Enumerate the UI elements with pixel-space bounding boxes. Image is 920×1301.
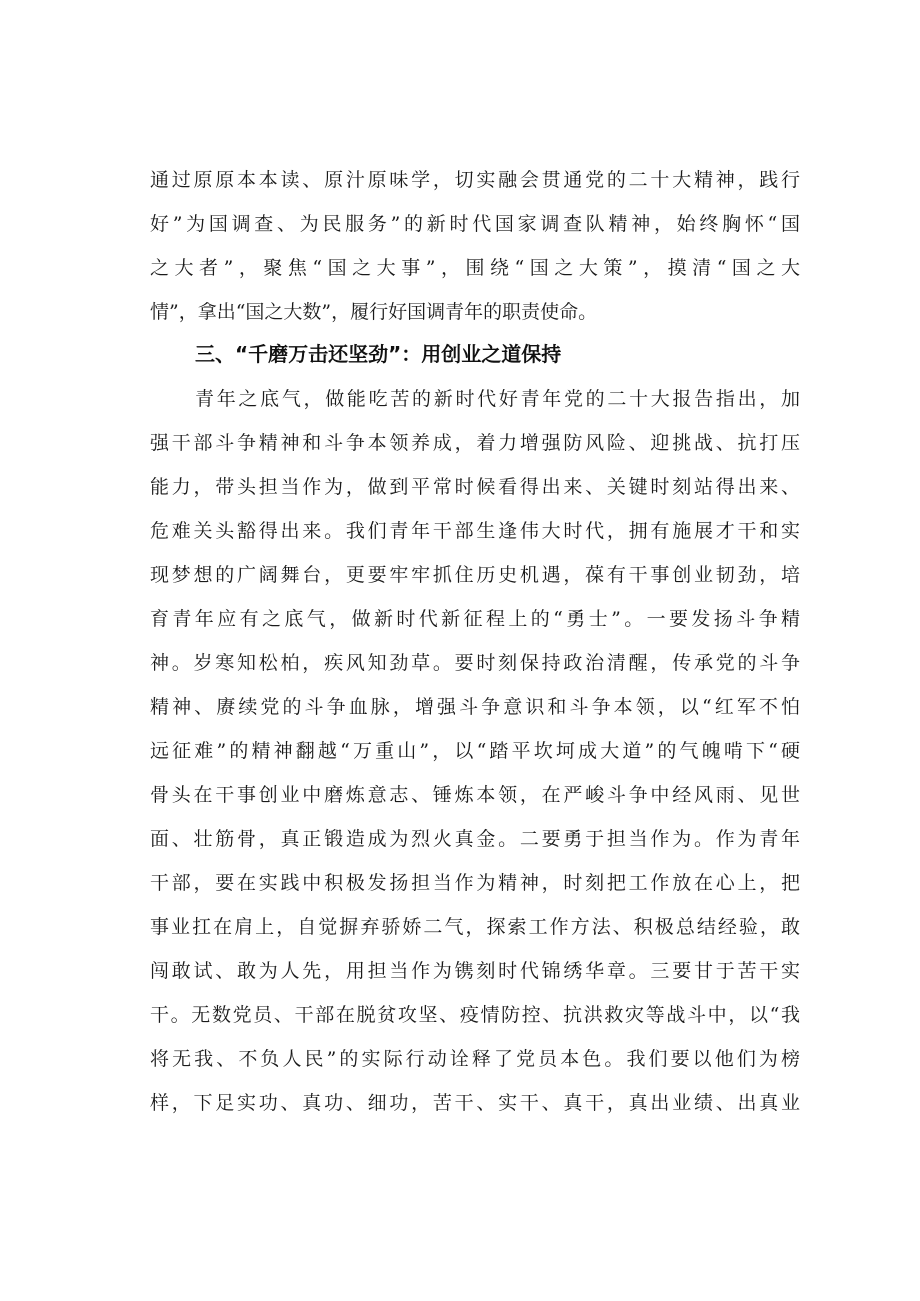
paragraph-line: 现梦想的广阔舞台，更要牢牢抓住历史机遇，葆有干事创业韧劲，培 [150,564,800,586]
paragraph-line: 干部，要在实践中积极发扬担当作为精神，时刻把工作放在心上，把 [150,872,800,894]
paragraph-line: 事业扛在肩上，自觉摒弃骄娇二气，探索工作方法、积极总结经验，敢 [150,916,800,938]
paragraph-line: 情”，拿出“国之大数”，履行好国调青年的职责使命。 [150,301,598,323]
paragraph-line: 样，下足实功、真功、细功，苦干、实干、真干，真出业绩、出真业 [150,1092,800,1114]
paragraph-line: 神。岁寒知松柏，疾风知劲草。要时刻保持政治清醒，传承党的斗争 [150,652,800,674]
paragraph-line: 强干部斗争精神和斗争本领养成，着力增强防风险、迎挑战、抗打压 [150,432,800,454]
paragraph-line: 精神、赓续党的斗争血脉，增强斗争意识和斗争本领，以“红军不怕 [150,696,800,718]
paragraph-line: 将无我、不负人民”的实际行动诠释了党员本色。我们要以他们为榜 [150,1048,800,1070]
paragraph-line: 通过原原本本读、原汁原味学，切实融会贯通党的二十大精神，践行 [150,169,800,191]
paragraph-line: 干。无数党员、干部在脱贫攻坚、疫情防控、抗洪救灾等战斗中，以“我 [150,1004,800,1026]
paragraph-line: 好”为国调查、为民服务”的新时代国家调查队精神，始终胸怀“国 [150,213,800,235]
paragraph-line: 远征难”的精神翻越“万重山”，以“踏平坎坷成大道”的气魄啃下“硬 [150,740,800,762]
paragraph-line: 青年之底气，做能吃苦的新时代好青年党的二十大报告指出，加 [195,388,800,410]
paragraph-line: 能力，带头担当作为，做到平常时候看得出来、关键时刻站得出来、 [150,476,800,498]
paragraph-line: 之大者”，聚焦“国之大事”，围绕“国之大策”，摸清“国之大 [150,257,800,279]
paragraph-line: 育青年应有之底气，做新时代新征程上的“勇士”。一要发扬斗争精 [150,608,800,630]
section-heading: 三、“千磨万击还坚劲”：用创业之道保持 [195,342,562,366]
paragraph-line: 危难关头豁得出来。我们青年干部生逢伟大时代，拥有施展才干和实 [150,520,800,542]
paragraph-line: 骨头在干事创业中磨炼意志、锤炼本领，在严峻斗争中经风雨、见世 [150,784,800,806]
paragraph-line: 面、壮筋骨，真正锻造成为烈火真金。二要勇于担当作为。作为青年 [150,828,800,850]
paragraph-line: 闯敢试、敢为人先，用担当作为镌刻时代锦绣华章。三要甘于苦干实 [150,960,800,982]
